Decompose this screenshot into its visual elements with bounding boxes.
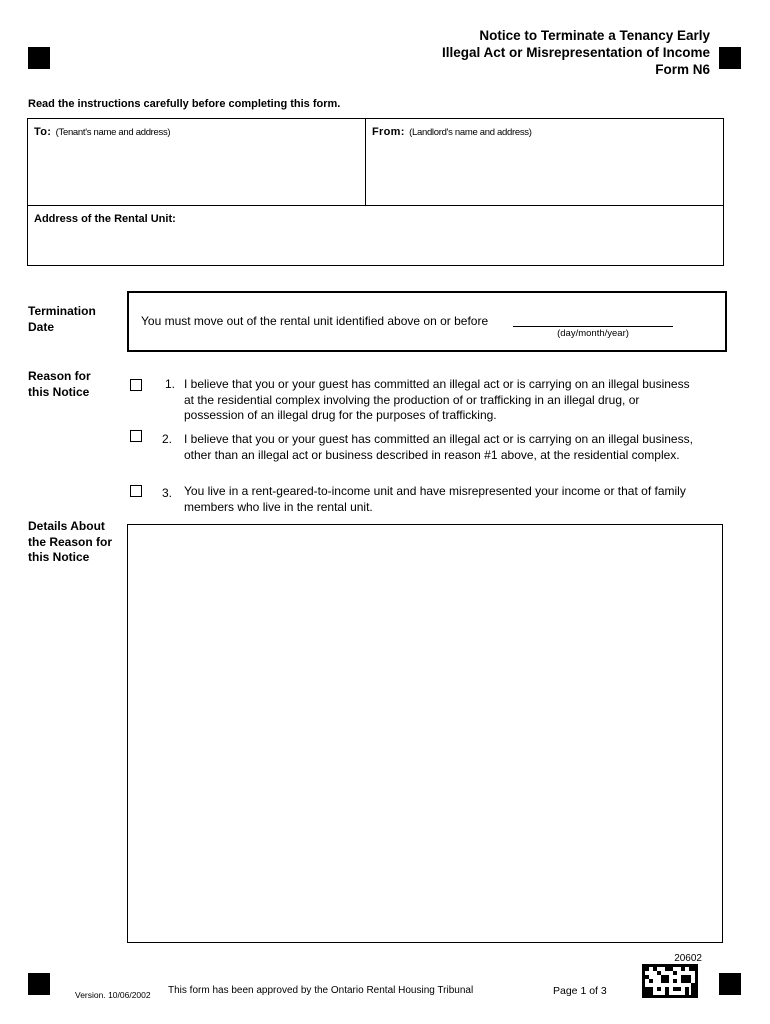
- rental-address-field[interactable]: [28, 205, 723, 265]
- termination-date-label: Termination Date: [28, 304, 96, 334]
- registration-mark-top-right: [719, 47, 741, 69]
- reason-2-text: I believe that you or your guest has committed an illegal act or is carrying on an illegal business, other than an illegal act or business described in reason #1 above, at the residential complex.: [184, 432, 693, 462]
- page-number: Page 1 of 3: [553, 985, 607, 997]
- date-format-caption: (day/month/year): [557, 328, 629, 339]
- reason-1-text: I believe that you or your guest has committed an illegal act or is carrying on an illegal business at the residential complex involving the production of or trafficking in an illegal drug, or possession of an illegal drug for the purposes of trafficking.: [184, 377, 690, 422]
- termination-date-input[interactable]: [513, 326, 673, 327]
- form-title-line-3: Form N6: [655, 62, 710, 77]
- to-label: To:: [34, 126, 52, 138]
- termination-date-section: [127, 291, 727, 352]
- reason-2-number: 2.: [162, 432, 173, 446]
- rental-address-label: Address of the Rental Unit:: [34, 213, 176, 225]
- version-text: Version. 10/06/2002: [75, 990, 151, 1000]
- reason-3-checkbox[interactable]: [130, 485, 142, 497]
- termination-statement: You must move out of the rental unit identified above on or before: [141, 314, 489, 328]
- form-code: 20602: [674, 953, 702, 964]
- form-title: [442, 27, 710, 78]
- barcode-icon: [642, 964, 698, 998]
- from-sublabel: (Landlord's name and address): [409, 127, 532, 138]
- reason-3-text: You live in a rent-geared-to-income unit and have misrepresented your income or that of family members who live in the rental unit.: [184, 484, 686, 514]
- registration-mark-top-left: [28, 47, 50, 69]
- parties-section: [27, 118, 724, 266]
- to-sublabel: (Tenant's name and address): [55, 127, 171, 138]
- details-textarea[interactable]: [127, 524, 723, 943]
- reason-1-checkbox[interactable]: [130, 379, 142, 391]
- to-field[interactable]: [28, 119, 366, 205]
- form-title-line-1: Notice to Terminate a Tenancy Early: [479, 28, 710, 43]
- registration-mark-bottom-left: [28, 973, 50, 995]
- from-field[interactable]: [366, 119, 723, 205]
- instructions-text: Read the instructions carefully before completing this form.: [28, 98, 341, 110]
- details-label: Details About the Reason for this Notice: [28, 519, 113, 564]
- registration-mark-bottom-right: [719, 973, 741, 995]
- reason-1-number: 1.: [165, 377, 176, 391]
- reason-2-checkbox[interactable]: [130, 430, 142, 442]
- reason-3-number: 3.: [162, 486, 173, 500]
- from-label: From:: [372, 126, 405, 138]
- form-title-line-2: Illegal Act or Misrepresentation of Income: [441, 45, 710, 60]
- reason-label: Reason for this Notice: [28, 369, 91, 399]
- approval-text: This form has been approved by the Ontario Rental Housing Tribunal: [168, 985, 474, 996]
